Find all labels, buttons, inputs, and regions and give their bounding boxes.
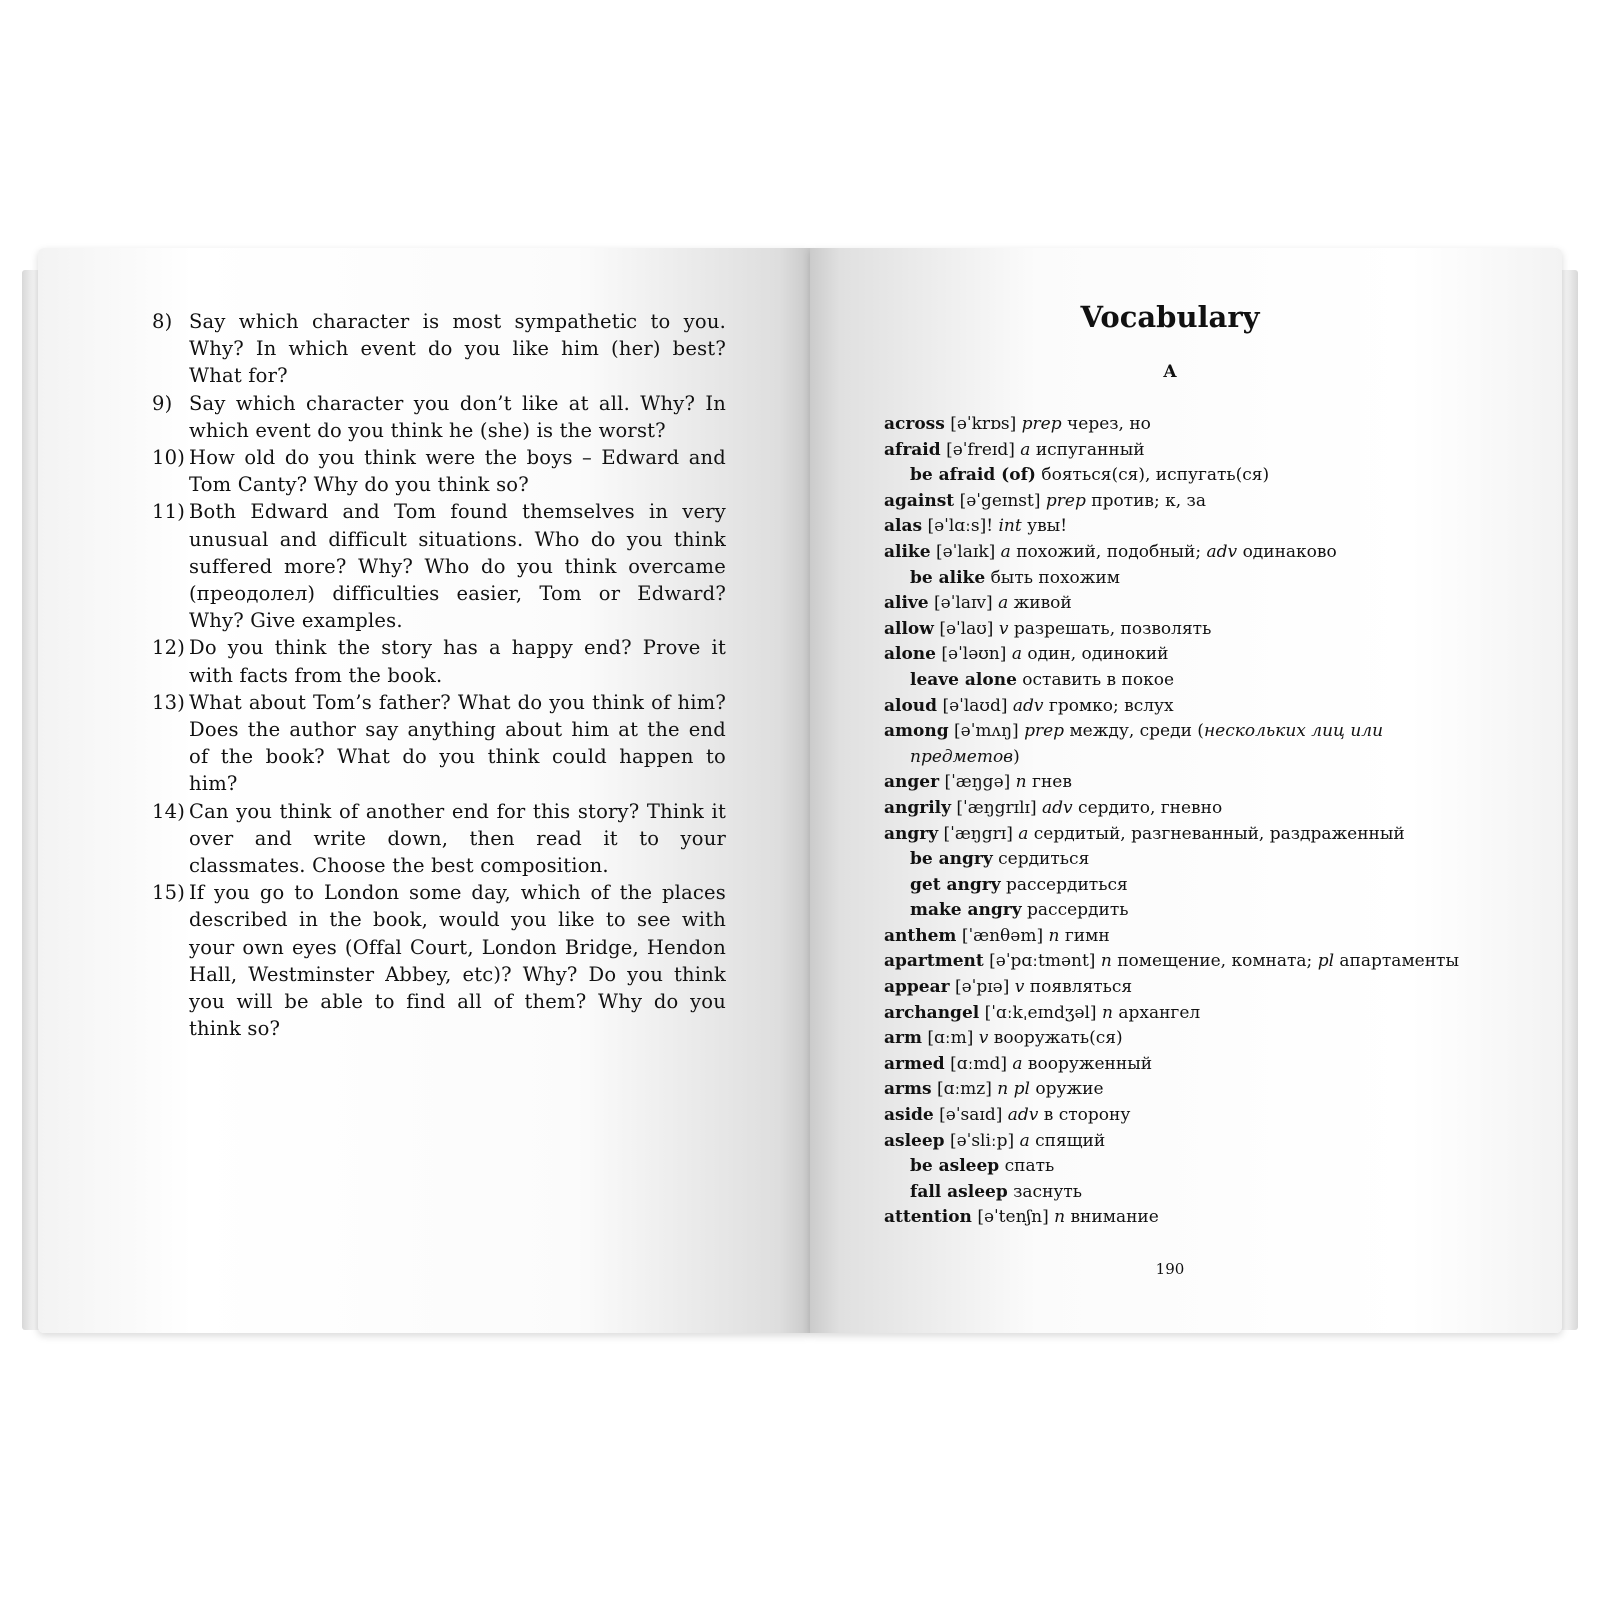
headword: armed [884, 1053, 945, 1074]
transcription: [əˈkrɒs] [950, 414, 1017, 434]
headword: apartment [884, 951, 984, 972]
part-of-speech: a [1019, 1130, 1030, 1151]
transcription: [əˈtenʃn] [977, 1207, 1049, 1228]
translation: гнев [1032, 772, 1072, 793]
translation: бояться(ся), испугать(ся) [1041, 465, 1270, 486]
vocab-entry [884, 1077, 1484, 1103]
part-of-speech: v [1014, 977, 1025, 998]
part-of-speech: a [1018, 823, 1029, 844]
vocab-entry [884, 1205, 1484, 1231]
transcription: [ˈæŋgə] [944, 772, 1011, 793]
transcription: [əˈlaɪk] [935, 541, 996, 562]
headword: anthem [884, 925, 957, 946]
question-number: 10) [152, 446, 186, 470]
headword: be angry [910, 849, 993, 870]
headword: be asleep [910, 1156, 1000, 1177]
vocab-entry [884, 514, 1484, 540]
translation: помещение, комната; [1117, 951, 1313, 972]
question-text: Say which character you don’t like at all. Why? In which event do you think he (she) is the worst? [189, 391, 726, 442]
headword: alone [884, 644, 936, 665]
translation: увы! [1027, 516, 1068, 537]
vocab-subentry [884, 463, 1484, 489]
page-number: 190 [1155, 1260, 1185, 1278]
part-of-speech: v [998, 618, 1009, 639]
transcription: [ˈænθəm] [961, 925, 1044, 946]
usage-note: нескольких лиц или предметов [910, 721, 1384, 767]
translation: сердито, гневно [1078, 797, 1223, 818]
vocab-subentry [884, 1154, 1484, 1180]
transcription: [əˈlaɪv] [934, 593, 993, 614]
part-of-speech: adv [1012, 695, 1044, 716]
part-of-speech: adv [1042, 797, 1073, 818]
part-of-speech: a [1012, 1053, 1023, 1074]
translation: гимн [1064, 925, 1110, 946]
question-number: 13) [152, 690, 186, 714]
part-of-speech: a [998, 593, 1009, 614]
transcription: [əˈlɑːs]! [927, 516, 994, 537]
question-item [152, 689, 726, 798]
question-number: 15) [152, 881, 186, 905]
headword: archangel [884, 1002, 980, 1023]
translation: заснуть [1013, 1181, 1083, 1202]
part-of-speech: prep [1021, 414, 1062, 434]
part-of-speech: a [1011, 644, 1022, 665]
part-of-speech: pl [1317, 951, 1335, 972]
question-text: How old do you think were the boys – Edward and Tom Canty? Why do you think so? [189, 446, 726, 497]
part-of-speech: n [1048, 925, 1060, 946]
headword: aloud [884, 695, 938, 716]
headword: arms [884, 1079, 932, 1100]
headword: angrily [884, 797, 952, 818]
transcription: [ɑːmz] [936, 1079, 992, 1100]
part-of-speech: v [978, 1028, 989, 1049]
translation: вооруженный [1027, 1053, 1153, 1074]
headword: among [884, 721, 949, 742]
vocab-entry [884, 591, 1484, 617]
translation: против; к, за [1091, 490, 1206, 511]
vocab-subentry [884, 566, 1484, 592]
question-list [152, 308, 726, 1042]
translation: вооружать(ся) [993, 1028, 1123, 1049]
vocabulary-title: Vocabulary [1080, 300, 1260, 334]
translation: рассердиться [1005, 874, 1128, 895]
vocab-entry [884, 489, 1484, 515]
part-of-speech: n [1101, 1002, 1113, 1023]
vocab-entry [884, 438, 1484, 464]
headword: asleep [884, 1130, 945, 1151]
transcription: [əˈsliːp] [949, 1130, 1015, 1151]
transcription: [əˈpɑːtmənt] [989, 951, 1096, 972]
vocab-subentry [884, 898, 1484, 924]
translation: между, среди ( [1069, 721, 1204, 742]
translation: быть похожим [990, 567, 1120, 588]
part-of-speech: a [1000, 541, 1011, 562]
question-text: Do you think the story has a happy end? Prove it with facts from the book. [189, 636, 726, 687]
question-number: 12) [152, 636, 186, 660]
vocab-entry [884, 694, 1484, 720]
part-of-speech: a [1020, 439, 1031, 460]
headword: anger [884, 772, 940, 793]
translation: похожий, подобный; [1016, 541, 1202, 562]
translation: ) [1013, 746, 1020, 767]
vocab-entry [884, 617, 1484, 643]
part-of-speech: n pl [997, 1079, 1030, 1100]
headword: be alike [910, 567, 986, 588]
vocab-entry [884, 412, 1484, 438]
right-page [810, 248, 1562, 1333]
question-item [152, 798, 726, 880]
vocab-entry [884, 1001, 1484, 1027]
translation: сердиться [998, 849, 1090, 870]
transcription: [əˈlaʊ] [939, 618, 994, 639]
translation: рассердить [1027, 900, 1129, 921]
vocab-subentry [884, 668, 1484, 694]
headword: make angry [910, 900, 1022, 921]
translation: живой [1013, 593, 1072, 614]
translation: спящий [1035, 1130, 1106, 1151]
part-of-speech: adv [1206, 541, 1238, 562]
question-text: What about Tom’s father? What do you think of him? Does the author say anything about him at the end of the book? What do you think could happen to him? [189, 690, 726, 796]
headword: arm [884, 1028, 922, 1049]
vocab-entry [884, 1129, 1484, 1155]
translation: оставить в покое [1022, 669, 1175, 690]
headword: aside [884, 1105, 934, 1126]
part-of-speech: int [998, 516, 1022, 537]
section-letter: A [1163, 362, 1177, 382]
vocab-entry [884, 975, 1484, 1001]
headword: alas [884, 516, 923, 537]
transcription: [əˈgeɪnst] [959, 490, 1041, 511]
transcription: [əˈsaɪd] [939, 1105, 1003, 1126]
headword: fall asleep [910, 1181, 1008, 1202]
vocab-subentry [884, 873, 1484, 899]
translation: сердитый, разгневанный, раздраженный [1033, 823, 1405, 844]
vocab-entry [884, 540, 1484, 566]
question-text: Can you think of another end for this story? Think it over and write down, then read it to your classmates. Choose the best composition. [189, 799, 726, 878]
vocab-entry [884, 642, 1484, 668]
question-item [152, 879, 726, 1042]
translation: внимание [1070, 1207, 1159, 1228]
vocab-entry [884, 949, 1484, 975]
headword: angry [884, 823, 939, 844]
translation: архангел [1118, 1002, 1201, 1023]
part-of-speech: prep [1045, 490, 1086, 511]
headword: be afraid (of) [910, 465, 1036, 486]
translation: оружие [1035, 1079, 1104, 1100]
vocab-entry [884, 822, 1484, 848]
vocab-subentry [884, 847, 1484, 873]
part-of-speech: n [1100, 951, 1112, 972]
headword: alive [884, 593, 929, 614]
left-page [38, 248, 810, 1333]
question-number: 8) [152, 310, 173, 333]
vocab-entry [884, 924, 1484, 950]
vocab-entry [884, 1103, 1484, 1129]
headword: attention [884, 1207, 972, 1228]
transcription: [ɑːm] [927, 1028, 974, 1049]
question-number: 9) [152, 391, 173, 415]
translation: в сторону [1043, 1105, 1131, 1126]
transcription: [əˈləʊn] [941, 644, 1007, 665]
headword: leave alone [910, 669, 1017, 690]
headword: alike [884, 541, 931, 562]
translation: один, одинокий [1027, 644, 1169, 665]
transcription: [əˈpɪə] [954, 977, 1010, 998]
part-of-speech: n [1054, 1207, 1066, 1228]
transcription: [əˈfreɪd] [946, 439, 1015, 460]
translation: громко; вслух [1048, 695, 1174, 716]
headword: appear [884, 977, 950, 998]
headword: afraid [884, 439, 941, 460]
transcription: [ˈæŋgrɪ] [943, 823, 1013, 844]
part-of-speech: adv [1007, 1105, 1039, 1126]
vocab-entry [884, 1026, 1484, 1052]
translation: апартаменты [1339, 951, 1459, 972]
vocab-entry [884, 770, 1484, 796]
transcription: [əˈlaʊd] [942, 695, 1008, 716]
headword: across [884, 414, 945, 434]
transcription: [ˈæŋgrɪlɪ] [956, 797, 1037, 818]
vocab-entry [884, 719, 1484, 770]
translation: разрешать, позволять [1013, 618, 1212, 639]
headword: against [884, 490, 955, 511]
transcription: [ɑːmd] [950, 1053, 1007, 1074]
vocabulary-list [884, 412, 1484, 1231]
question-item [152, 308, 726, 390]
open-book [22, 238, 1578, 1343]
transcription: [əˈmʌŋ] [954, 721, 1019, 742]
question-item [152, 498, 726, 634]
transcription: [ˈɑːkˌeɪndʒəl] [984, 1002, 1097, 1023]
question-item [152, 444, 726, 498]
part-of-speech: n [1015, 772, 1027, 793]
part-of-speech: prep [1024, 721, 1065, 742]
question-number: 14) [152, 799, 186, 823]
vocab-entry [884, 1052, 1484, 1078]
translation: спать [1004, 1156, 1055, 1177]
headword: get angry [910, 874, 1001, 895]
question-item [152, 634, 726, 688]
question-text: If you go to London some day, which of the places described in the book, would you like to see with your own eyes (Offal Court, London Bridge, Hendon Hall, Westminster Abbey, etc)? Why? Do you think you will be able to find all of them? Why do you think so? [189, 881, 726, 1041]
vocab-entry [884, 796, 1484, 822]
question-number: 11) [152, 500, 186, 524]
vocab-subentry [884, 1180, 1484, 1206]
translation: одинаково [1242, 541, 1337, 562]
headword: allow [884, 618, 934, 639]
question-item [152, 390, 726, 444]
translation: появляться [1029, 977, 1133, 998]
translation: испуганный [1035, 439, 1145, 460]
translation: через, но [1067, 414, 1151, 434]
question-text: Both Edward and Tom found themselves in very unusual and difficult situations. Who do you think suffered more? Why? Who do you think overcame (преодолел) difficulties easier, Tom or Edward? Why? Give examples. [189, 500, 726, 633]
question-text: Say which character is most sympathetic to you. Why? In which event do you like him (her) best? What for? [189, 310, 726, 388]
